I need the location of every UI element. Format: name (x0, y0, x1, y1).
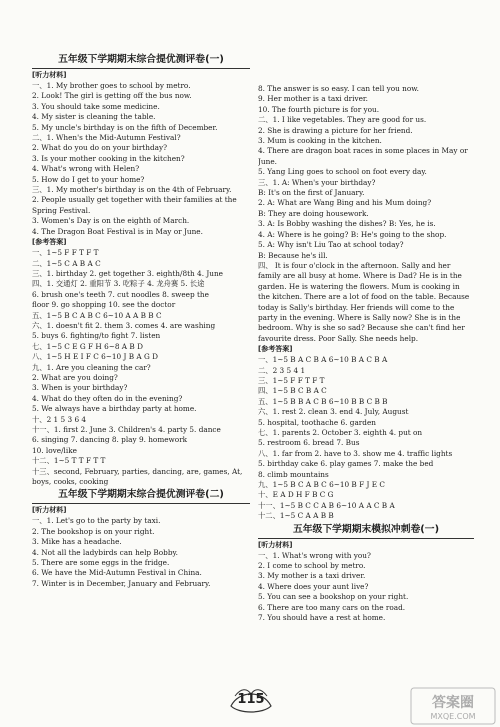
text-line: boys, cooks, cooking (32, 477, 109, 487)
text-line: garden. He is watering the flowers. Mum is cooking in (258, 281, 460, 291)
watermark-text-cn: 答案圈 (432, 695, 474, 711)
text-line: B: It's on the first of January. (258, 188, 365, 198)
text-line: 二、2 3 5 4 1 (258, 365, 306, 375)
page-number: 115 (237, 692, 265, 707)
text-line: 十一、1~5 B C C A B 6~10 A A C B A (258, 500, 395, 510)
text-line: 6. There are too many cars on the road. (258, 602, 406, 612)
section-label: [听力材料] (32, 506, 67, 515)
watermark-text-en: MXQE.COM (430, 712, 476, 721)
text-line: 四、1~5 B C B A C (258, 386, 327, 396)
text-line: 3. You should take some medicine. (32, 101, 160, 111)
text-line: 五、1~5 B C A B C 6~10 A A B B C (32, 310, 162, 320)
text-line: 九、1~5 B C A B C 6~10 B F J E C (258, 480, 385, 490)
text-line: 5. You can see a bookshop on your right. (258, 592, 409, 602)
text-line: 四、 It is four o'clock in the afternoon. Sally and her (258, 260, 451, 270)
text-line: 7. Winter is in December, January and February. (32, 578, 211, 588)
text-line: 3. Is your mother cooking in the kitchen? (32, 153, 185, 163)
text-line: 4. There are dragon boat races in some places in May or (258, 146, 468, 156)
text-line: today is Sally's birthday. Her friends will come to the (258, 302, 455, 312)
text-line: 十、2 1 5 3 6 4 (32, 414, 87, 424)
text-line: 十二、1~5 C A A B B (258, 511, 334, 521)
text-line: 一、1~5 F F T F T (32, 248, 99, 258)
text-line: 八、1. far from 2. have to 3. show me 4. traffic lights (258, 448, 453, 458)
text-line: 6. brush one's teeth 7. cut noodles 8. sweep the (32, 289, 209, 299)
text-line: bedroom. Why is she so sad? Because she can't find her (258, 323, 465, 333)
text-line: 4. What's wrong with Helen? (32, 164, 140, 174)
text-line: 四、1. 交通灯 2. 重阳节 3. 吃粽子 4. 龙舟赛 5. 长途 (32, 279, 205, 289)
text-line: 2. I come to school by metro. (258, 561, 366, 571)
text-line: 5. How do I get to your home? (32, 174, 145, 184)
text-line: 8. The answer is so easy. I can tell you now. (258, 84, 419, 93)
text-line: 十二、1~5 T T F T T (32, 456, 106, 466)
text-line: 7. You should have a rest at home. (258, 613, 386, 623)
text-line: 三、1. My mother's birthday is on the 4th of February. (32, 185, 232, 195)
text-line: 3. A: Is Bobby washing the dishes? B: Yes, he is. (258, 219, 436, 229)
text-line: family are all busy at home. Where is Dad? He is in the (258, 271, 462, 281)
text-line: 三、1. A: When's your birthday? (258, 177, 376, 187)
text-line: 一、1. What's wrong with you? (258, 550, 371, 560)
divider (32, 68, 250, 69)
text-line: the kitchen. There are a lot of food on the table. Because (258, 292, 470, 302)
text-line: 5. We always have a birthday party at home. (32, 404, 197, 414)
text-line: 4. A: Where is he going? B: He's going to the shop. (258, 229, 447, 239)
text-line: 9. Her mother is a taxi driver. (258, 94, 368, 104)
text-line: 六、1. doesn't fit 2. them 3. comes 4. are washing (32, 320, 216, 330)
text-line: 五、1~5 B B A C B 6~10 B B C B B (258, 396, 388, 406)
text-line: 5. hospital, toothache 6. garden (258, 417, 376, 427)
text-line: 二、1. When's the Mid-Autumn Festival? (32, 133, 181, 143)
text-line: 七、1~5 C E G F H 6~8 A B D (32, 341, 143, 351)
text-line: floor 9. go shopping 10. see the doctor (32, 300, 176, 310)
text-line: 2. Look! The girl is getting off the bus now. (32, 91, 192, 101)
text-line: 八、1~5 H E I F C 6~10 J B A G D (32, 352, 159, 362)
text-line: 2. What are you doing? (32, 372, 118, 382)
divider (32, 503, 250, 504)
text-line: 4. What do they often do in the evening? (32, 393, 183, 403)
section-title: 五年级下学期期末模拟冲刺卷(一) (292, 523, 440, 535)
text-line: 6. We have the Mid-Autumn Festival in China. (32, 568, 202, 578)
section-label: [听力材料] (258, 540, 293, 549)
text-line: 3. Mike has a headache. (32, 537, 122, 547)
section-label: [听力材料] (32, 71, 67, 79)
text-line: 5. There are some eggs in the fridge. (32, 558, 170, 568)
text-line: 3. When is your birthday? (32, 383, 128, 393)
text-line: 3. My mother is a taxi driver. (258, 571, 366, 581)
text-line: 二、1~5 C A B A C (32, 258, 101, 268)
text-line: 8. climb mountains (258, 469, 329, 479)
text-line: 2. People usually get together with their families at the (32, 195, 237, 205)
text-line: 4. Not all the ladybirds can help Bobby. (32, 547, 178, 557)
text-line: Spring Festival. (32, 205, 91, 215)
text-line: 5. My uncle's birthday is on the fifth of December. (32, 122, 218, 132)
text-line: 十一、1. first 2. June 3. Children's 4. party 5. dance (32, 425, 221, 434)
text-line: 10. love/like (32, 445, 77, 455)
section-title: 五年级下学期期末综合提优测评卷(二) (58, 489, 224, 501)
text-line: 4. Where does your aunt live? (258, 581, 369, 591)
watermark-logo (410, 687, 496, 725)
text-line: party in the evening. Where is Sally now? She is in the (258, 312, 461, 322)
text-line: 2. A: What are Wang Bing and his Mum doing? (258, 198, 432, 208)
text-line: 4. The Dragon Boat Festival is in May or June. (32, 226, 203, 236)
text-line: 三、1~5 F F T F T (258, 375, 325, 385)
text-line: 5. A: Why isn't Liu Tao at school today? (258, 240, 404, 250)
text-line: 三、1. birthday 2. get together 3. eighth/8th 4. June (32, 268, 223, 278)
text-line: 5. restroom 6. bread 7. Bus (258, 438, 360, 448)
divider (258, 538, 474, 539)
text-line: 2. The bookshop is on your right. (32, 526, 155, 536)
text-line: 二、1. I like vegetables. They are good for us. (258, 115, 427, 125)
section-label: [参考答案] (32, 238, 67, 247)
text-line: 10. The fourth picture is for you. (258, 104, 380, 114)
section-title: 五年级下学期期末综合提优测评卷(一) (58, 54, 224, 65)
right-column (258, 84, 474, 624)
text-line: B: Because he's ill. (258, 250, 328, 260)
text-line: 一、1. My brother goes to school by metro. (32, 81, 191, 90)
text-line: 一、1. Let's go to the party by taxi. (32, 516, 161, 526)
text-line: 3. Women's Day is on the eighth of March. (32, 216, 190, 226)
text-line: 2. What do you do on your birthday? (32, 143, 167, 153)
text-line: 6. singing 7. dancing 8. play 9. homework (32, 435, 188, 445)
text-line: 2. She is drawing a picture for her friend. (258, 125, 413, 135)
text-line: 一、1~5 B A C B A 6~10 B A C B A (258, 355, 388, 365)
text-line: June. (258, 156, 277, 166)
text-line: 5. Yang Ling goes to school on foot every day. (258, 167, 427, 177)
text-line: 九、1. Are you cleaning the car? (32, 362, 151, 372)
text-line: 七、1. parents 2. October 3. eighth 4. put on (258, 428, 423, 437)
text-line: 5. birthday cake 6. play games 7. make the bed (258, 459, 434, 469)
text-line: 3. Mum is cooking in the kitchen. (258, 136, 382, 146)
text-line: 六、1. rest 2. clean 3. end 4. July, August (258, 407, 409, 417)
text-line: favourite dress. Poor Sally. She needs help. (258, 333, 419, 343)
text-line: 4. My sister is cleaning the table. (32, 112, 156, 122)
section-label: [参考答案] (258, 345, 293, 354)
text-line: 十三、second, February, parties, dancing, are, games, At, (32, 466, 243, 476)
text-line: 十、E A D H F B C G (258, 490, 334, 500)
text-line: B: They are doing housework. (258, 208, 369, 218)
left-column (32, 52, 250, 589)
text-line: 5. buys 6. fighting/to fight 7. listen (32, 331, 161, 341)
